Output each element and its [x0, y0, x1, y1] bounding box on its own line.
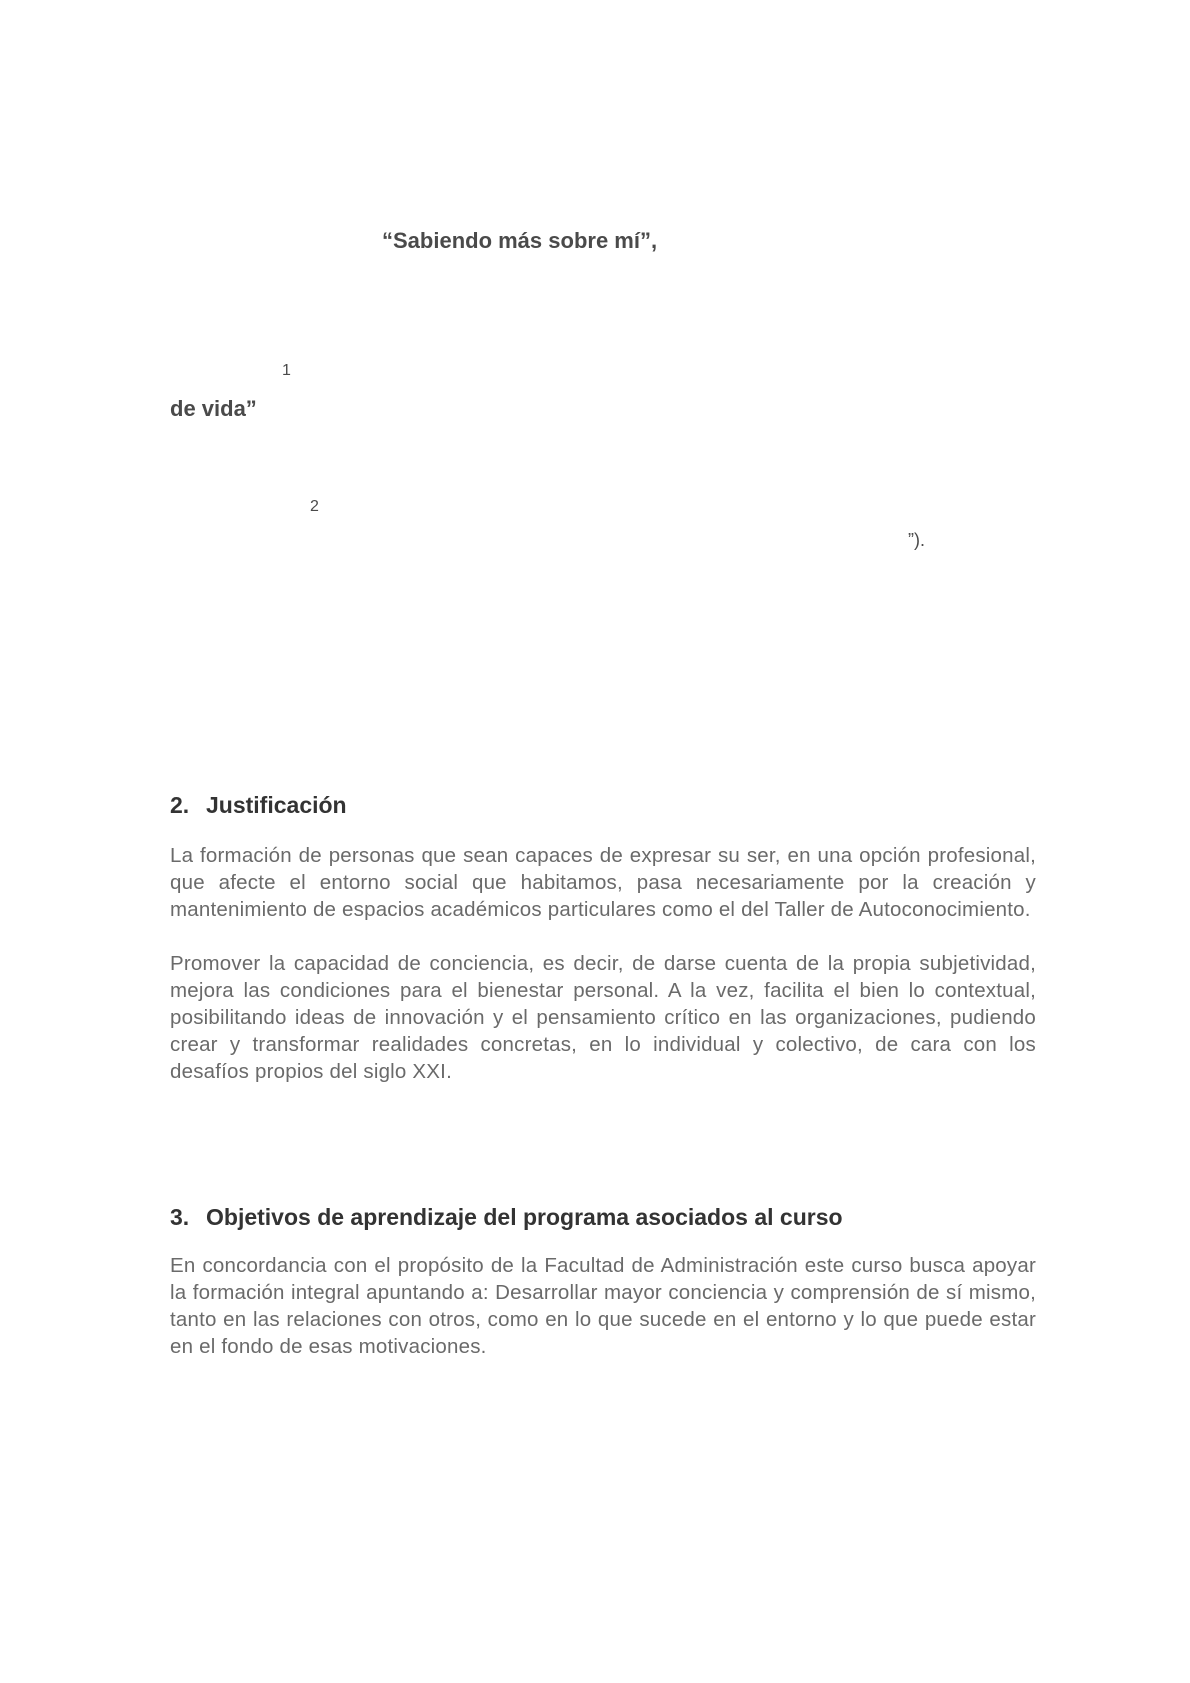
section-number: 2. [170, 792, 190, 818]
paragraph: La formación de personas que sean capaces de expresar su ser, en una opción profesional, que afecte el entorno social que habitamos, pasa necesariamente por la creación y mantenimiento de espacios académicos particulares como el del Taller de Autoconocimiento. [170, 844, 1036, 921]
text-fragment: de vida” [170, 396, 257, 421]
section-number: 3. [170, 1204, 190, 1230]
paragraph: Promover la capacidad de conciencia, es decir, de darse cuenta de la propia subjetividad, mejora las condiciones para el bienestar personal. A la vez, facilita el bien lo contextual, posibilitando ideas de innovación y el pensamiento crítico en las organizaciones, pudiendo crear y transformar realidades concretas, en lo individual y colectivo, de cara con los desafíos propios del siglo XXI. [170, 952, 1036, 1083]
section-objetivos [170, 1202, 1036, 1360]
section-justificacion [170, 790, 1036, 1085]
section-heading [170, 1202, 1036, 1232]
footnote-marker: 2 [310, 498, 319, 515]
document-subtitle: “Sabiendo más sobre mí”, [382, 228, 658, 253]
text-fragment: ”). [908, 530, 925, 550]
footnote-marker: 1 [282, 362, 291, 379]
section-heading [170, 790, 1036, 820]
paragraph: En concordancia con el propósito de la Facultad de Administración este curso busca apoyar la formación integral apuntando a: Desarrollar mayor conciencia y comprensión de sí mismo, tanto en las relaciones con otros, como en lo que sucede en el entorno y lo que puede estar en el fondo de esas motivaciones. [170, 1254, 1036, 1358]
section-title: Justificación [206, 792, 347, 818]
section-title: Objetivos de aprendizaje del programa asociados al curso [206, 1204, 843, 1230]
